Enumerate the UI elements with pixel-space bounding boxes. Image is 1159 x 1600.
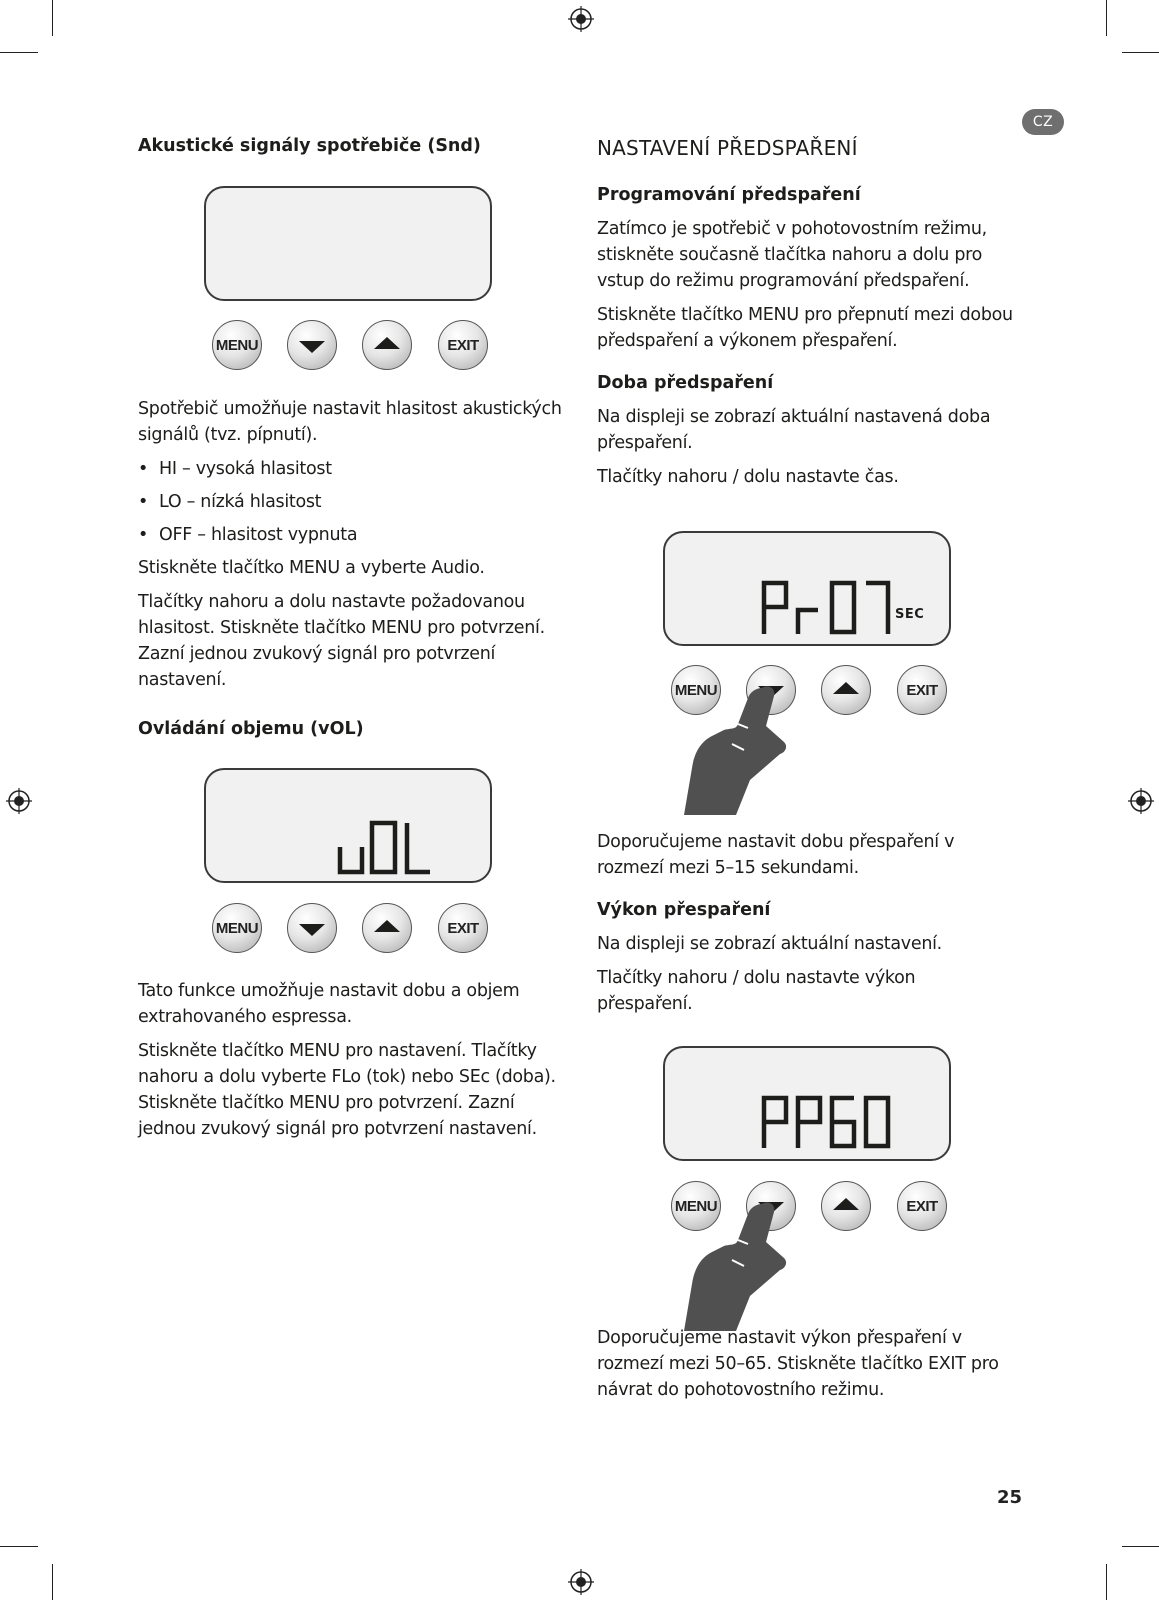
crop-mark: [1122, 1546, 1159, 1547]
section-heading-power: Výkon přespaření: [597, 900, 771, 920]
crop-mark: [52, 0, 53, 36]
up-button[interactable]: [821, 1181, 871, 1231]
paragraph: Stiskněte tlačítko MENU a vyberte Audio.: [138, 558, 485, 578]
list-item: • HI – vysoká hlasitost: [138, 456, 568, 482]
paragraph: Tlačítky nahoru / dolu nastavte výkon přespaření.: [597, 968, 916, 1014]
lcd-digits: [206, 770, 494, 885]
paragraph: Doporučujeme nastavit dobu přespaření v rozmezí mezi 5–15 sekundami.: [597, 832, 955, 878]
arrow-down-icon: [299, 924, 325, 936]
left-column: [138, 134, 568, 158]
section-heading-time: Doba předspaření: [597, 373, 774, 393]
list-item: • LO – nízká hlasitost: [138, 489, 568, 515]
down-button[interactable]: [287, 320, 337, 370]
crop-mark: [52, 1564, 53, 1600]
up-button[interactable]: [362, 903, 412, 953]
pointing-hand-icon: [674, 680, 804, 815]
time-note: [597, 829, 1027, 1025]
section-heading-vol: Ovládání objemu (vOL): [138, 719, 364, 739]
paragraph: Tlačítky nahoru a dolu nastavte požadovanou hlasitost. Stiskněte tlačítko MENU pro potvrzení. Zazní jednou zvukový signál pro potvrzení nastavení.: [138, 592, 545, 690]
vol-description: [138, 978, 568, 1150]
registration-mark-icon: [1128, 788, 1154, 814]
arrow-up-icon: [833, 682, 859, 694]
volume-options-list: [138, 456, 568, 548]
paragraph: Tato funkce umožňuje nastavit dobu a objem extrahovaného espressa.: [138, 981, 520, 1027]
arrow-up-icon: [374, 920, 400, 932]
arrow-down-icon: [299, 341, 325, 353]
section-heading-snd: Akustické signály spotřebiče (Snd): [138, 136, 481, 156]
crop-mark: [0, 52, 38, 53]
lcd-digits: [665, 1048, 953, 1163]
list-item: • OFF – hlasitost vypnuta: [138, 522, 568, 548]
exit-button[interactable]: EXIT: [438, 903, 488, 953]
paragraph: Spotřebič umožňuje nastavit hlasitost akustických signálů (tvz. pípnutí).: [138, 399, 562, 445]
crop-mark: [1106, 1564, 1107, 1600]
exit-button[interactable]: EXIT: [897, 1181, 947, 1231]
registration-mark-icon: [568, 6, 594, 32]
lcd-display-snd: [204, 186, 492, 301]
paragraph: Tlačítky nahoru / dolu nastavte čas.: [597, 467, 899, 487]
arrow-up-icon: [833, 1198, 859, 1210]
snd-description: [138, 396, 568, 701]
paragraph: Na displeji se zobrazí aktuální nastavení.: [597, 934, 942, 954]
menu-button[interactable]: MENU: [671, 1181, 721, 1231]
up-button[interactable]: [821, 665, 871, 715]
language-badge: CZ: [1022, 109, 1064, 135]
paragraph: Stiskněte tlačítko MENU pro přepnutí mezi dobou předspaření a výkonem přespaření.: [597, 305, 1013, 351]
crop-mark: [1106, 0, 1107, 36]
crop-mark: [0, 1546, 38, 1547]
arrow-up-icon: [374, 337, 400, 349]
pointing-hand-icon: [674, 1196, 804, 1331]
registration-mark-icon: [568, 1569, 594, 1595]
paragraph: Na displeji se zobrazí aktuální nastavená doba přespaření.: [597, 407, 991, 453]
registration-mark-icon: [6, 788, 32, 814]
page-number: 25: [996, 1487, 1022, 1508]
vol-heading-wrap: [138, 717, 568, 741]
paragraph: Doporučujeme nastavit výkon přespaření v rozmezí mezi 50–65. Stiskněte tlačítko EXIT pro návrat do pohotovostního režimu.: [597, 1328, 999, 1400]
section-heading-programming: Programování předspaření: [597, 185, 861, 205]
unit-label: SEC: [895, 607, 925, 622]
page-section-title: NASTAVENÍ PŘEDSPAŘENÍ: [597, 136, 858, 160]
up-button[interactable]: [362, 320, 412, 370]
lcd-display-pr07: [663, 531, 951, 646]
lcd-display-pp60: [663, 1046, 951, 1161]
crop-mark: [1122, 52, 1159, 53]
down-button[interactable]: [287, 903, 337, 953]
lcd-digits: [665, 533, 953, 648]
menu-button[interactable]: MENU: [212, 903, 262, 953]
exit-button[interactable]: EXIT: [897, 665, 947, 715]
menu-button[interactable]: MENU: [212, 320, 262, 370]
power-note: [597, 1325, 1027, 1411]
exit-button[interactable]: EXIT: [438, 320, 488, 370]
right-column-top: [597, 134, 1027, 498]
paragraph: Zatímco je spotřebič v pohotovostním režimu, stiskněte současně tlačítka nahoru a dolu pro vstup do režimu programování předspaření.: [597, 219, 987, 291]
lcd-display-vol: [204, 768, 492, 883]
paragraph: Stiskněte tlačítko MENU pro nastavení. Tlačítky nahoru a dolu vyberte FLo (tok) nebo SEc (doba). Stiskněte tlačítko MENU pro potvrzení. Zazní jednou zvukový signál pro potvrzení nastavení.: [138, 1041, 556, 1139]
menu-button[interactable]: MENU: [671, 665, 721, 715]
lcd-digits: [206, 188, 494, 303]
